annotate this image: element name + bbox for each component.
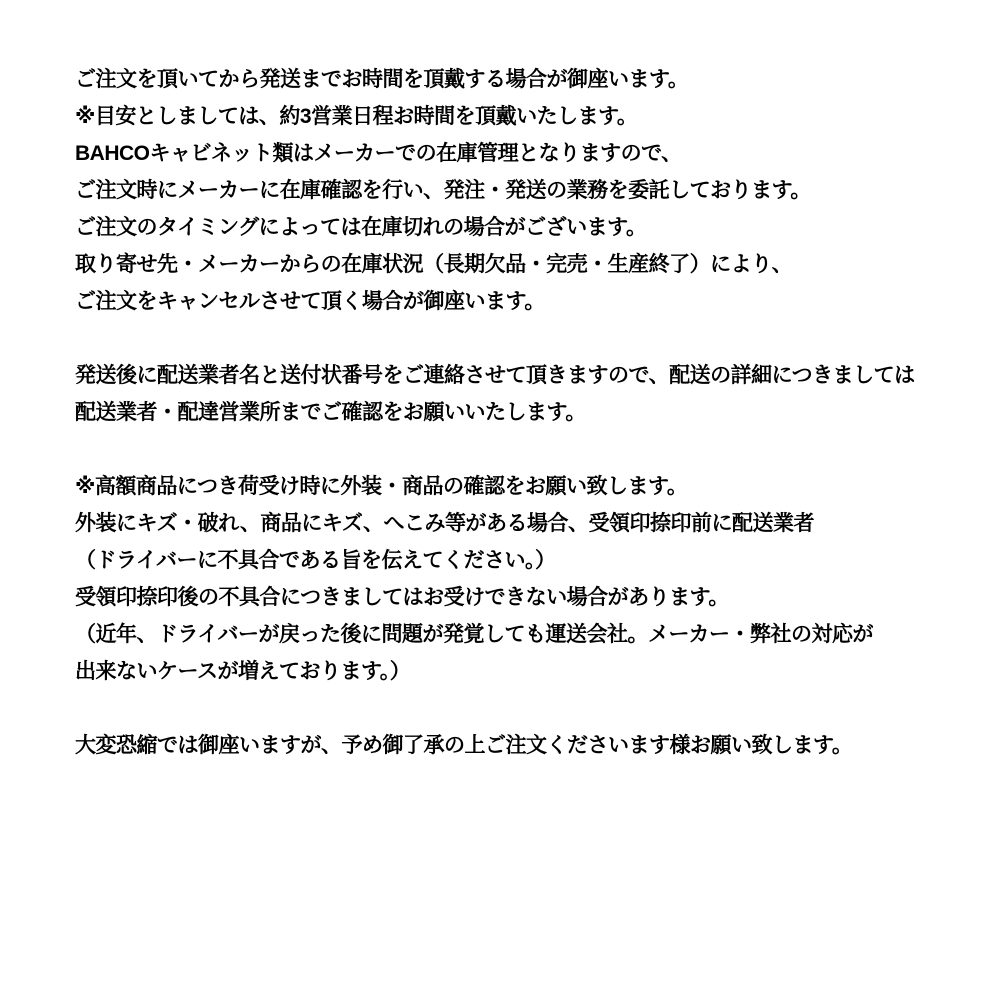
notice-line: 配送業者・配達営業所までご確認をお願いいたします。 xyxy=(75,401,586,424)
notice-line: （ドライバーに不具合である旨を伝えてください。） xyxy=(75,549,556,572)
notice-line: 出来ないケースが増えております。） xyxy=(75,660,411,683)
notice-line: 外装にキズ・破れ、商品にキズ、へこみ等がある場合、受領印捺印前に配送業者 xyxy=(75,512,815,535)
notice-line: ご注文のタイミングによっては在庫切れの場合がございます。 xyxy=(75,216,647,239)
notice-line: 受領印捺印後の不具合につきましてはお受けできない場合があります。 xyxy=(75,586,729,609)
notice-paragraph-shipping-time xyxy=(75,61,955,320)
notice-paragraph-inspection xyxy=(75,468,955,690)
notice-line: 取り寄せ先・メーカーからの在庫状況（長期欠品・完売・生産終了）により、 xyxy=(75,253,793,276)
notice-line: 大変恐縮では御座いますが、予め御了承の上ご注文くださいます様お願い致します。 xyxy=(75,734,853,757)
shipping-notice-text xyxy=(75,61,955,801)
notice-line: ※目安としましては、約3営業日程お時間を頂戴いたします。 xyxy=(75,105,638,128)
notice-line: BAHCOキャビネット類はメーカーでの在庫管理となりますので、 xyxy=(75,142,682,165)
notice-line: ご注文をキャンセルさせて頂く場合が御座います。 xyxy=(75,290,545,313)
notice-paragraph-closing xyxy=(75,727,955,764)
notice-line: 発送後に配送業者名と送付状番号をご連絡させて頂きますので、配送の詳細につきましては xyxy=(75,364,915,387)
notice-paragraph-delivery-contact xyxy=(75,357,955,431)
notice-line: ご注文時にメーカーに在庫確認を行い、発注・発送の業務を委託しております。 xyxy=(75,179,811,202)
notice-line: ※高額商品につき荷受け時に外装・商品の確認をお願い致します。 xyxy=(75,475,688,498)
notice-line: ご注文を頂いてから発送までお時間を頂戴する場合が御座います。 xyxy=(75,68,689,91)
notice-line: （近年、ドライバーが戻った後に問題が発覚しても運送会社。メーカー・弊社の対応が xyxy=(75,623,874,646)
